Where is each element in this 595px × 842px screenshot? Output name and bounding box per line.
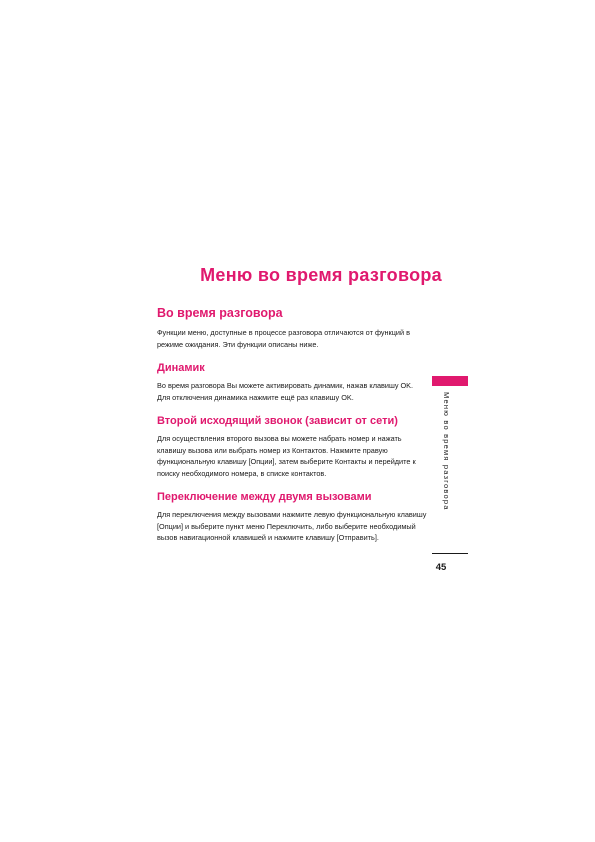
section-heading: Переключение между двумя вызовами xyxy=(157,491,372,503)
section-heading: Во время разговора xyxy=(157,306,283,320)
section-text: Для осуществления второго вызова вы можете набрать номер и нажать клавишу вызова или выбрать номер из Контактов. Нажмите правую функциональную клавишу [Опции], затем выберите Контакты и перейдите к поиску необходимого номера, в списке контактов. xyxy=(157,434,416,478)
page-title: Меню во время разговора xyxy=(200,265,442,285)
section-during-call xyxy=(157,306,427,350)
section-text: Во время разговора Вы можете активировать динамик, нажав клавишу OK. Для отключения динамика нажмите ещё раз клавишу OK. xyxy=(157,381,414,402)
section-heading: Динамик xyxy=(157,362,205,374)
page-number-rule xyxy=(432,553,468,554)
page-number: 45 xyxy=(435,562,447,573)
section-second-call xyxy=(157,415,427,479)
section-heading: Второй исходящий звонок (зависит от сети) xyxy=(157,415,398,427)
section-text: Функции меню, доступные в процессе разговора отличаются от функций в режиме ожидания. Эти функции описаны ниже. xyxy=(157,328,410,349)
section-speaker xyxy=(157,362,427,403)
page-content xyxy=(157,306,427,556)
section-text: Для переключения между вызовами нажмите левую функциональную клавишу [Опции] и выберите пункт меню Переключить, либо выберите необходимый вызов навигационной клавишей и нажмите клавишу [Отправить]. xyxy=(157,510,427,542)
side-tab-marker xyxy=(432,376,468,386)
side-chapter-label: Меню во время разговора xyxy=(442,392,451,511)
section-switch-calls xyxy=(157,491,427,544)
